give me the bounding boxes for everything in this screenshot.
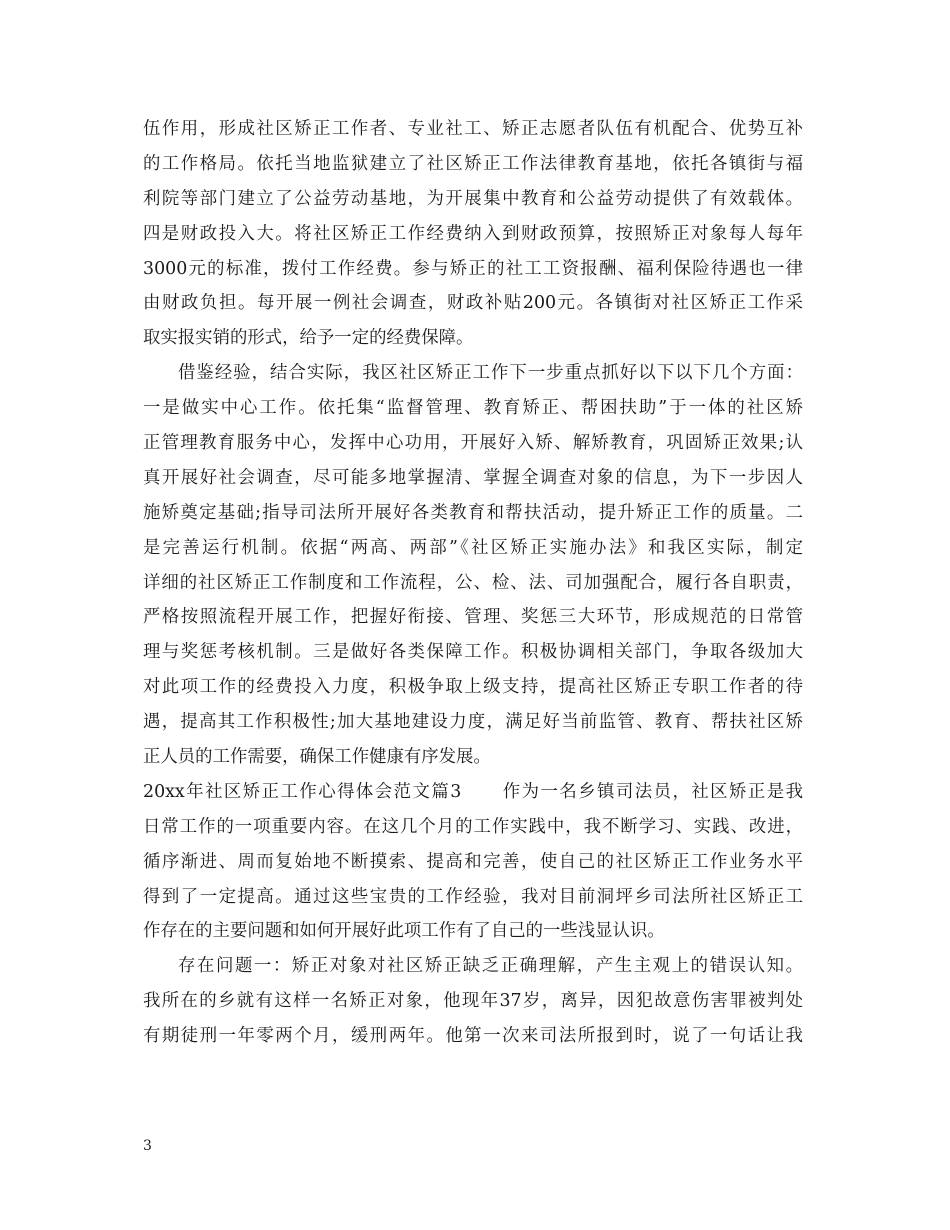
text-line: 借鉴经验，结合实际，我区社区矫正工作下一步重点抓好以下以下几个方面： — [178, 363, 803, 384]
text-line: 对此项工作的经费投入力度，积极争取上级支持，提高社区矫正专职工作者的待 — [143, 677, 803, 698]
text-line: 理与奖惩考核机制。三是做好各类保障工作。积极协调相关部门，争取各级加大 — [143, 642, 803, 663]
text-line: 取实报实销的形式，给予一定的经费保障。 — [143, 328, 474, 349]
text-line: 是完善运行机制。依据“两高、两部”《社区矫正实施办法》和我区实际，制定 — [143, 537, 803, 558]
text-line: 存在问题一：矫正对象对社区矫正缺乏正确理解，产生主观上的错误认知。 — [178, 956, 803, 977]
section-heading-line — [143, 775, 803, 810]
heading-continuation: 作为一名乡镇司法员，社区矫正是我 — [501, 781, 803, 802]
text-line: 得到了一定提高。通过这些宝贵的工作经验，我对目前洞坪乡司法所社区矫正工 — [143, 886, 803, 907]
text-line: 遇，提高其工作积极性;加大基地建设力度，满足好当前监管、教育、帮扶社区矫 — [143, 712, 803, 733]
text-line: 真开展好社会调查，尽可能多地掌握清、掌握全调查对象的信息，为下一步因人 — [143, 467, 803, 488]
section-heading: 20xx年社区矫正工作心得体会范文篇3 — [143, 781, 462, 802]
text-line: 四是财政投入大。将社区矫正工作经费纳入到财政预算，按照矫正对象每人每年 — [143, 223, 803, 244]
text-line: 严格按照流程开展工作，把握好衔接、管理、奖惩三大环节，形成规范的日常管 — [143, 607, 803, 628]
body-text — [143, 112, 803, 1054]
text-line: 详细的社区矫正工作制度和工作流程，公、检、法、司加强配合，履行各自职责， — [143, 572, 803, 593]
page-number: 3 — [143, 1138, 152, 1154]
text-line: 有期徒刑一年零两个月，缓刑两年。他第一次来司法所报到时，说了一句话让我 — [143, 1026, 803, 1047]
text-line: 正管理教育服务中心，发挥中心功用，开展好入矫、解矫教育，巩固矫正效果;认 — [143, 433, 803, 454]
text-line: 利院等部门建立了公益劳动基地，为开展集中教育和公益劳动提供了有效载体。 — [143, 188, 803, 209]
text-line: 3000元的标准，拨付工作经费。参与矫正的社工工资报酬、福利保险待遇也一律 — [143, 258, 803, 279]
text-line: 伍作用，形成社区矫正工作者、专业社工、矫正志愿者队伍有机配合、优势互补 — [143, 119, 803, 139]
text-line: 循序渐进、周而复始地不断摸索、提高和完善，使自己的社区矫正工作业务水平 — [143, 851, 803, 872]
text-line: 日常工作的一项重要内容。在这几个月的工作实践中，我不断学习、实践、改进， — [143, 816, 803, 837]
text-line: 正人员的工作需要，确保工作健康有序发展。 — [143, 747, 491, 768]
text-line: 由财政负担。每开展一例社会调查，财政补贴200元。各镇街对社区矫正工作采 — [143, 293, 803, 314]
text-line: 施矫奠定基础;指导司法所开展好各类教育和帮扶活动，提升矫正工作的质量。二 — [143, 502, 803, 523]
text-line: 作存在的主要问题和如何开展好此项工作有了自己的一些浅显认识。 — [143, 921, 665, 942]
text-line: 一是做实中心工作。依托集“监督管理、教育矫正、帮困扶助”于一体的社区矫 — [143, 398, 803, 419]
text-line: 的工作格局。依托当地监狱建立了社区矫正工作法律教育基地，依托各镇街与福 — [143, 153, 803, 174]
text-line: 我所在的乡就有这样一名矫正对象，他现年37岁，离异，因犯故意伤害罪被判处 — [143, 991, 803, 1012]
